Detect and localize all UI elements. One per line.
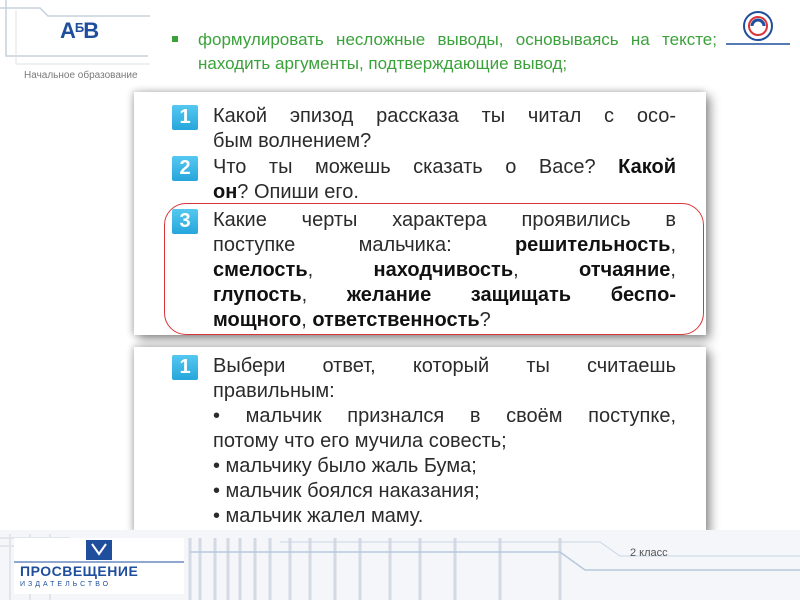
answer-choice-card [134, 347, 706, 533]
brand-area [0, 0, 160, 92]
publisher-subtitle: ИЗДАТЕЛЬСТВО [20, 581, 112, 588]
highlight-oval-annotation [164, 203, 704, 335]
grade-label: 2 класс [630, 547, 668, 559]
lesson-objective [172, 28, 717, 76]
question-number-badge: 2 [172, 156, 198, 181]
answer-option: • мальчик признался в своём поступке, [213, 405, 676, 427]
publisher-name: ПРОСВЕЩЕНИЕ [20, 563, 139, 579]
square-bullet-icon [172, 36, 178, 42]
standard-emblem-icon [722, 8, 794, 48]
question-2: Что ты можешь сказать о Васе? Какой он? Опиши его. [213, 156, 676, 203]
question-1: Какой эпизод рассказа ты читал с осо- бым волнением? [213, 105, 676, 152]
answer-option: • мальчик жалел маму. [213, 505, 424, 527]
objective-line: формулировать несложные выводы, основываясь на [198, 30, 650, 49]
question-number-badge: 3 [172, 209, 198, 234]
question-number-badge: 1 [172, 105, 198, 130]
section-subtitle: Начальное образование [24, 70, 138, 81]
objective-line: тексте; находить аргументы, подтверждающие вывод; [198, 30, 717, 73]
answer-option: • мальчику было жаль Бума; [213, 455, 477, 477]
question-number-badge: 1 [172, 355, 198, 380]
answer-task: Выбери ответ, который ты считаешь правильным: • мальчик признался в своём поступке, потому что его мучила совесть; • мальчику было жаль Бума; • мальчик боялся наказания; • мальчик жалел маму. [213, 355, 676, 527]
question-3: Какие черты характера проявились в поступке мальчика: решительность, смелость, находчивость, отчаяние, глупость, желание защищать беспо- мощного, ответственность? [213, 209, 676, 331]
abv-logo: $А^БВ$ [60, 18, 99, 43]
answer-option: • мальчик боялся наказания; [213, 480, 480, 502]
